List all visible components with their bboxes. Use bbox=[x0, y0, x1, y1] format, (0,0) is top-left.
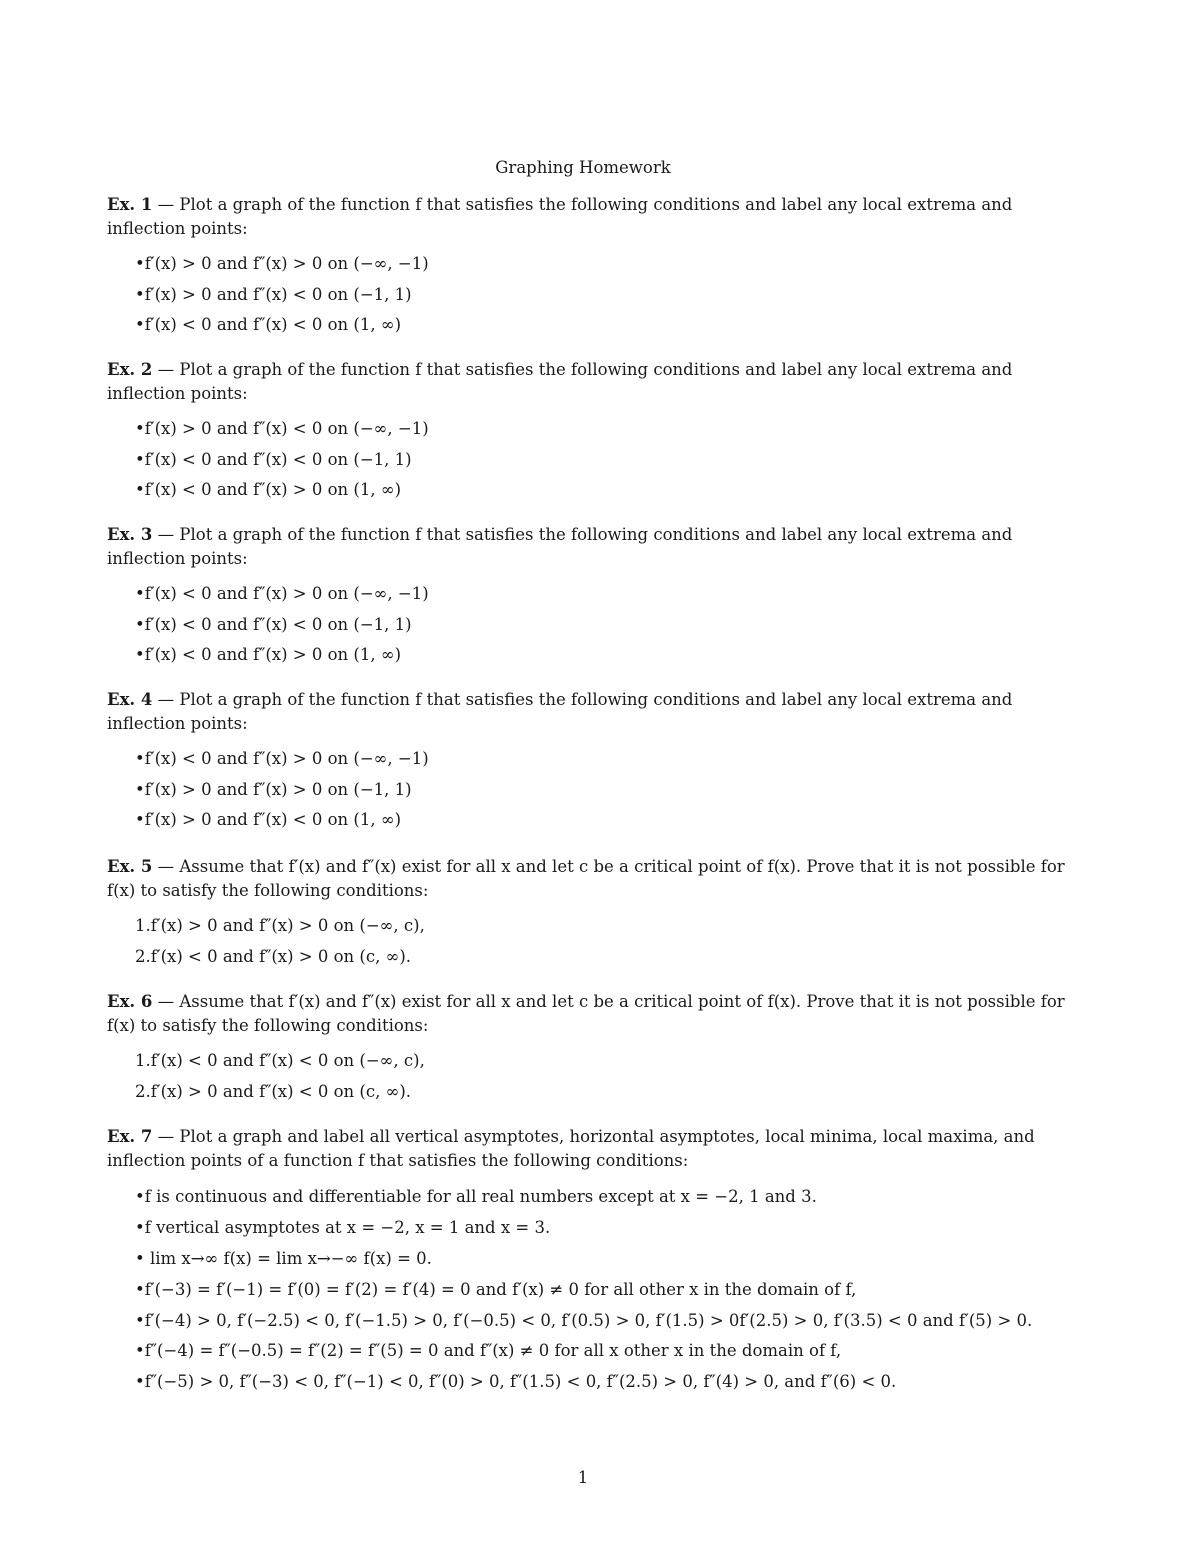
exercise-dash: — bbox=[152, 525, 180, 544]
condition-item: 1.f′(x) > 0 and f″(x) > 0 on (−∞, c), bbox=[135, 916, 425, 935]
exercise-dash: — bbox=[152, 195, 180, 214]
exercise-prompt bbox=[107, 990, 1067, 1038]
exercise-5 bbox=[107, 855, 1067, 972]
exercise-2 bbox=[107, 358, 1067, 506]
exercise-dash: — bbox=[152, 690, 180, 709]
exercise-prompt bbox=[107, 523, 1067, 571]
exercise-label: Ex. 7 bbox=[107, 1127, 153, 1146]
exercise-7 bbox=[107, 1125, 1067, 1397]
exercise-text: Plot a graph of the function f that satisfies the following conditions and label any local extrema and inflection points: bbox=[107, 195, 1013, 238]
condition-item: •f′(x) < 0 and f″(x) < 0 on (−1, 1) bbox=[135, 614, 412, 634]
condition-item: •f″(−5) > 0, f″(−3) < 0, f″(−1) < 0, f″(0) > 0, f″(1.5) < 0, f″(2.5) > 0, f″(4) > 0, and f″(6) < 0. bbox=[135, 1372, 897, 1391]
condition-list bbox=[107, 744, 1067, 836]
condition-item: •f′(x) > 0 and f″(x) > 0 on (−1, 1) bbox=[135, 779, 412, 799]
exercise-label: Ex. 4 bbox=[107, 690, 153, 709]
exercise-dash: — bbox=[152, 1127, 180, 1146]
condition-item: •f′(x) < 0 and f″(x) < 0 on (1, ∞) bbox=[135, 315, 402, 334]
exercise-label: Ex. 3 bbox=[107, 525, 153, 544]
exercise-prompt bbox=[107, 855, 1067, 903]
condition-item: •f′(−4) > 0, f′(−2.5) < 0, f′(−1.5) > 0, f′(−0.5) < 0, f′(0.5) > 0, f′(1.5) > 0f′(2.5) > 0, f′(3.5) < 0 and f′(5) > 0. bbox=[135, 1311, 1033, 1330]
exercise-label: Ex. 2 bbox=[107, 360, 153, 379]
exercise-text: Plot a graph of the function f that satisfies the following conditions and label any local extrema and inflection points: bbox=[107, 360, 1013, 403]
condition-list bbox=[107, 249, 1067, 341]
condition-item: •f is continuous and differentiable for all real numbers except at x = −2, 1 and 3. bbox=[135, 1187, 817, 1206]
page-title: Graphing Homework bbox=[495, 158, 671, 177]
condition-list bbox=[107, 1046, 1067, 1107]
condition-list bbox=[107, 1181, 1067, 1397]
exercise-prompt bbox=[107, 1125, 1067, 1173]
exercise-dash: — bbox=[152, 992, 180, 1011]
condition-item: •f′(x) < 0 and f″(x) > 0 on (1, ∞) bbox=[135, 480, 402, 499]
condition-item: •f′(x) > 0 and f″(x) > 0 on (−∞, −1) bbox=[135, 254, 429, 273]
exercise-prompt bbox=[107, 193, 1067, 241]
condition-list bbox=[107, 911, 1067, 972]
exercise-text: Plot a graph of the function f that satisfies the following conditions and label any local extrema and inflection points: bbox=[107, 690, 1013, 733]
exercise-dash: — bbox=[152, 857, 180, 876]
condition-item: 1.f′(x) < 0 and f″(x) < 0 on (−∞, c), bbox=[135, 1051, 425, 1070]
exercise-label: Ex. 1 bbox=[107, 195, 153, 214]
condition-item: •f′(x) < 0 and f″(x) > 0 on (−∞, −1) bbox=[135, 749, 429, 768]
condition-item: •f′(x) < 0 and f″(x) > 0 on (1, ∞) bbox=[135, 645, 402, 664]
condition-item: 2.f′(x) > 0 and f″(x) < 0 on (c, ∞). bbox=[135, 1081, 412, 1101]
condition-item: •f″(−4) = f″(−0.5) = f″(2) = f″(5) = 0 and f″(x) ≠ 0 for all x other x in the domain of f, bbox=[135, 1341, 842, 1360]
condition-item: •f′(x) > 0 and f″(x) < 0 on (1, ∞) bbox=[135, 810, 402, 829]
condition-item: •f′(x) < 0 and f″(x) > 0 on (−∞, −1) bbox=[135, 584, 429, 603]
exercise-text: Assume that f′(x) and f″(x) exist for all x and let c be a critical point of f(x). Prove that it is not possible for f(x) to satisfy the following conditions: bbox=[107, 992, 1065, 1035]
exercise-label: Ex. 6 bbox=[107, 992, 153, 1011]
condition-item: •f′(−3) = f′(−1) = f′(0) = f′(2) = f′(4) = 0 and f′(x) ≠ 0 for all other x in the domain of f, bbox=[135, 1280, 857, 1299]
condition-item: • lim x→∞ f(x) = lim x→−∞ f(x) = 0. bbox=[135, 1249, 432, 1268]
exercise-prompt bbox=[107, 688, 1067, 736]
exercise-6 bbox=[107, 990, 1067, 1107]
exercise-dash: — bbox=[152, 360, 180, 379]
condition-item: •f′(x) > 0 and f″(x) < 0 on (−∞, −1) bbox=[135, 419, 429, 438]
condition-list bbox=[107, 414, 1067, 506]
exercise-text: Plot a graph of the function f that satisfies the following conditions and label any local extrema and inflection points: bbox=[107, 525, 1013, 568]
exercise-text: Plot a graph and label all vertical asymptotes, horizontal asymptotes, local minima, local maxima, and inflection points of a function f that satisfies the following conditions: bbox=[107, 1127, 1035, 1170]
condition-item: •f vertical asymptotes at x = −2, x = 1 and x = 3. bbox=[135, 1218, 551, 1237]
condition-item: •f′(x) > 0 and f″(x) < 0 on (−1, 1) bbox=[135, 284, 412, 304]
condition-item: •f′(x) < 0 and f″(x) < 0 on (−1, 1) bbox=[135, 449, 412, 469]
condition-list bbox=[107, 579, 1067, 671]
exercise-text: Assume that f′(x) and f″(x) exist for all x and let c be a critical point of f(x). Prove that it is not possible for f(x) to satisfy the following conditions: bbox=[107, 857, 1065, 900]
exercise-3 bbox=[107, 523, 1067, 671]
exercise-4 bbox=[107, 688, 1067, 836]
exercise-label: Ex. 5 bbox=[107, 857, 153, 876]
exercise-1 bbox=[107, 193, 1067, 341]
condition-item: 2.f′(x) < 0 and f″(x) > 0 on (c, ∞). bbox=[135, 946, 412, 966]
page-number: 1 bbox=[577, 1468, 589, 1487]
exercise-prompt bbox=[107, 358, 1067, 406]
